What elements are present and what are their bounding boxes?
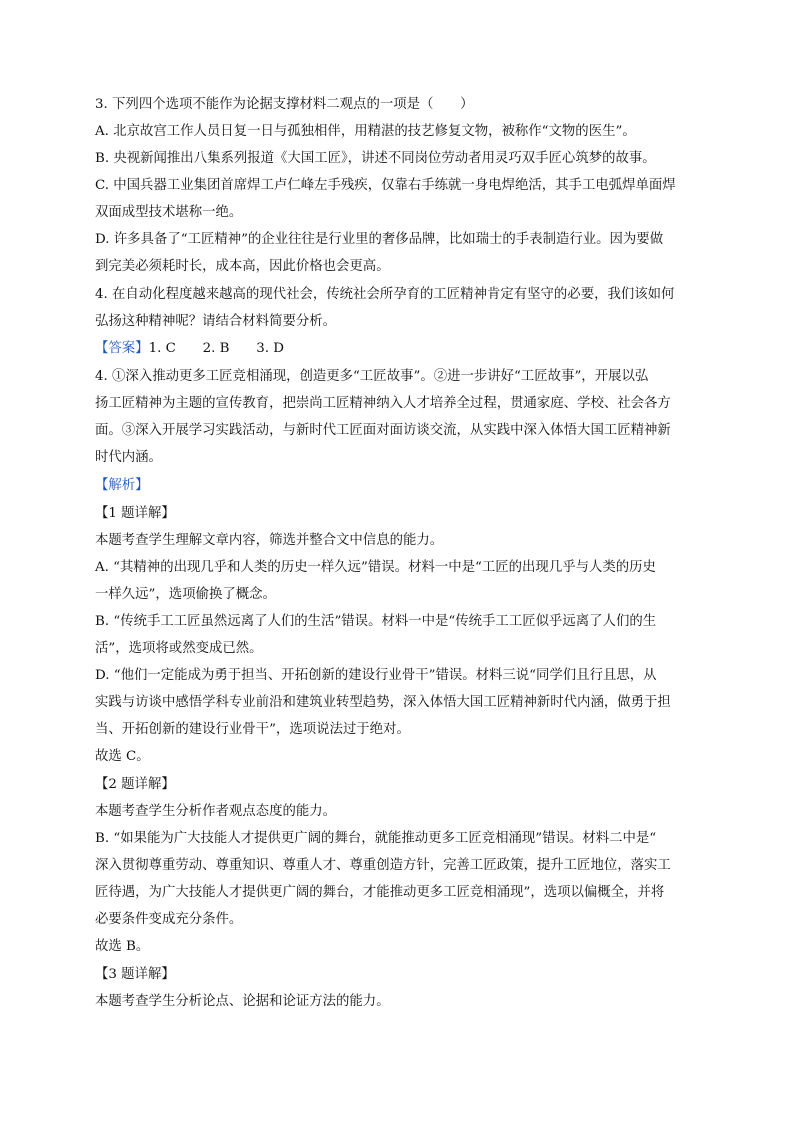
answer-choices: 1. C 2. B 3. D bbox=[148, 341, 285, 356]
q2-line: 深入贯彻尊重劳动、尊重知识、尊重人才、尊重创造方针，完善工匠政策，提升工匠地位，落实工 bbox=[95, 858, 671, 873]
q1-line: 实践与访谈中感悟学科专业前沿和建筑业转型趋势，深入体悟大国工匠精神新时代内涵，做勇于担 bbox=[95, 695, 671, 710]
q3-heading: 【3 题详解】 bbox=[95, 967, 175, 982]
question4-line: 4. 在自动化程度越来越高的现代社会，传统社会所孕育的工匠精神肯定有坚守的必要，我们该如何 bbox=[95, 287, 675, 302]
q3-line: 本题考查学生分析论点、论据和论证方法的能力。 bbox=[95, 994, 390, 1009]
q2-line: 故选 B。 bbox=[95, 939, 150, 954]
answer-q4-line: 扬工匠精神为主题的宣传教育，把崇尚工匠精神纳入人才培养全过程，贯通家庭、学校、社会各方 bbox=[95, 396, 671, 411]
q1-line: D. “他们一定能成为勇于担当、开拓创新的建设行业骨干”错误。材料三说“同学们且行且思，从 bbox=[95, 668, 657, 683]
q1-heading: 【1 题详解】 bbox=[95, 506, 175, 521]
q1-line: A. “其精神的出现几乎和人类的历史一样久远”错误。材料一中是“工匠的出现几乎与人类的历史 bbox=[95, 560, 656, 575]
q2-line: 必要条件变成充分条件。 bbox=[95, 912, 243, 927]
analysis-tag: 【解析】 bbox=[95, 478, 149, 493]
question3-option-c: C. 中国兵器工业集团首席焊工卢仁峰左手残疾，仅靠右手练就一身电焊绝活，其手工电弧焊单面焊 bbox=[95, 178, 676, 193]
q1-line: 活”，选项将或然变成已然。 bbox=[95, 641, 263, 656]
q2-line: B. “如果能为广大技能人才提供更广阔的舞台，就能推动更多工匠竞相涌现”错误。材料二中是“ bbox=[95, 831, 657, 846]
question3-stem: 3. 下列四个选项不能作为论据支撑材料二观点的一项是（ ） bbox=[95, 97, 474, 112]
answer-tag: 【答案】 bbox=[95, 341, 149, 356]
question4-line: 弘扬这种精神呢？请结合材料简要分析。 bbox=[95, 314, 337, 329]
q2-line: 匠待遇，为广大技能人才提供更广阔的舞台，才能推动更多工匠竞相涌现”，选项以偏概全，并将 bbox=[95, 885, 665, 900]
q1-line: 本题考查学生理解文章内容，筛选并整合文中信息的能力。 bbox=[95, 533, 444, 548]
q1-line: 故选 C。 bbox=[95, 749, 150, 764]
q1-line: 当、开拓创新的建设行业骨干”，选项说法过于绝对。 bbox=[95, 722, 410, 737]
question3-option-c-cont: 双面成型技术堪称一绝。 bbox=[95, 205, 243, 220]
q2-heading: 【2 题详解】 bbox=[95, 777, 175, 792]
answer-q4-line: 时代内涵。 bbox=[95, 450, 162, 465]
answer-row bbox=[95, 340, 284, 358]
q2-line: 本题考查学生分析作者观点态度的能力。 bbox=[95, 804, 337, 819]
q1-line: B. “传统手工工匠虽然远离了人们的生活”错误。材料一中是“传统手工工匠似乎远离了人们的生 bbox=[95, 614, 657, 629]
question3-option-b: B. 央视新闻推出八集系列报道《大国工匠》，讲述不同岗位劳动者用灵巧双手匠心筑梦的故事。 bbox=[95, 151, 656, 166]
answer-q4-line: 4. ①深入推动更多工匠竞相涌现，创造更多“工匠故事”。②进一步讲好“工匠故事”，开展以弘 bbox=[95, 369, 649, 384]
question3-option-a: A. 北京故宫工作人员日复一日与孤独相伴，用精湛的技艺修复文物，被称作“文物的医生”。 bbox=[95, 124, 636, 139]
question3-option-d: D. 许多具备了“工匠精神”的企业往往是行业里的奢侈品牌，比如瑞士的手表制造行业。因为要做 bbox=[95, 232, 664, 247]
q1-line: 一样久远”，选项偷换了概念。 bbox=[95, 587, 276, 602]
answer-q4-line: 面。③深入开展学习实践活动，与新时代工匠面对面访谈交流，从实践中深入体悟大国工匠精神新 bbox=[95, 423, 671, 438]
question3-option-d-cont: 到完美必须耗时长，成本高，因此价格也会更高。 bbox=[95, 259, 390, 274]
